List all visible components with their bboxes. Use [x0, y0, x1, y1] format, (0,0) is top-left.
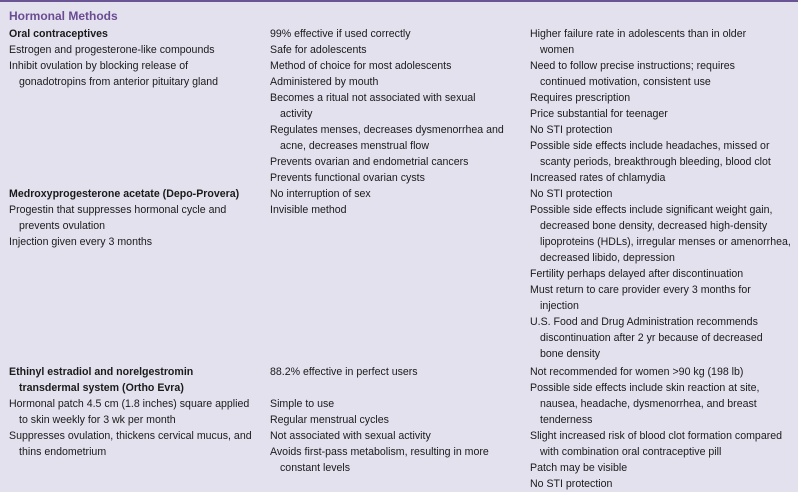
- table-cell-line: to skin weekly for 3 wk per month: [19, 414, 176, 426]
- row-3-advantages: [270, 364, 505, 476]
- table-cell-line: lipoproteins (HDLs), irregular menses or amenorrhea,: [540, 236, 791, 248]
- table-cell-line: Slight increased risk of blood clot formation compared: [530, 430, 783, 442]
- row-3-method-description: [9, 364, 264, 460]
- table-cell-line: No STI protection: [530, 478, 613, 490]
- table-cell-line: Possible side effects include headaches, missed or: [530, 140, 770, 152]
- table-cell-line: Injection given every 3 months: [9, 236, 153, 248]
- table-cell-line: Requires prescription: [530, 92, 631, 104]
- row-2-disadvantages: [530, 186, 795, 362]
- table-cell-line: Higher failure rate in adolescents than in older: [530, 28, 747, 40]
- table-cell-line: continued motivation, consistent use: [540, 76, 711, 88]
- table-cell-line: scanty periods, breakthrough bleeding, blood clot: [540, 156, 771, 168]
- table-cell-line: Method of choice for most adolescents: [270, 60, 452, 72]
- table-cell-line: acne, decreases menstrual flow: [280, 140, 429, 152]
- table-cell-line: Invisible method: [270, 204, 347, 216]
- row-3-disadvantages: [530, 364, 795, 492]
- table-cell-line: women: [540, 44, 575, 56]
- table-cell-line: thins endometrium: [19, 446, 107, 458]
- table-cell-line: Not recommended for women >90 kg (198 lb): [530, 366, 744, 378]
- table-cell-line: nausea, headache, dysmenorrhea, and breast: [540, 398, 757, 410]
- row-1-method-description: [9, 26, 264, 90]
- row-1-advantages: [270, 26, 505, 186]
- table-cell-line: Increased rates of chlamydia: [530, 172, 666, 184]
- table-cell-line: [270, 380, 505, 396]
- table-cell-line: Suppresses ovulation, thickens cervical mucus, and: [9, 430, 252, 442]
- table-cell-line: Not associated with sexual activity: [270, 430, 431, 442]
- table-cell-line: Safe for adolescents: [270, 44, 367, 56]
- row-2-method-description: [9, 186, 264, 250]
- table-cell-line: bone density: [540, 348, 601, 360]
- table-cell-line: Prevents ovarian and endometrial cancers: [270, 156, 469, 168]
- table-cell-line: 99% effective if used correctly: [270, 28, 411, 40]
- table-cell-line: with combination oral contraceptive pill: [540, 446, 722, 458]
- table-cell-line: Becomes a ritual not associated with sexual: [270, 92, 476, 104]
- table-cell-line: Fertility perhaps delayed after discontinuation: [530, 268, 744, 280]
- table-cell-line: Price substantial for teenager: [530, 108, 668, 120]
- table-cell-line: prevents ovulation: [19, 220, 105, 232]
- table-cell-line: gonadotropins from anterior pituitary gland: [19, 76, 219, 88]
- method-name: Medroxyprogesterone acetate (Depo-Provera): [9, 188, 240, 200]
- table-cell-line: Possible side effects include significant weight gain,: [530, 204, 773, 216]
- row-1-disadvantages: [530, 26, 795, 186]
- method-name: Ethinyl estradiol and norelgestromin: [9, 366, 194, 378]
- table-cell-line: No STI protection: [530, 188, 613, 200]
- top-rule: [0, 0, 798, 2]
- table-cell-line: Simple to use: [270, 398, 335, 410]
- method-name: transdermal system (Ortho Evra): [19, 382, 184, 394]
- table-cell-line: Hormonal patch 4.5 cm (1.8 inches) square applied: [9, 398, 250, 410]
- table-cell-line: Need to follow precise instructions; requires: [530, 60, 735, 72]
- table-cell-line: 88.2% effective in perfect users: [270, 366, 418, 378]
- table-cell-line: Must return to care provider every 3 months for: [530, 284, 751, 296]
- table-cell-line: Inhibit ovulation by blocking release of: [9, 60, 189, 72]
- table-cell-line: tenderness: [540, 414, 593, 426]
- table-cell-line: U.S. Food and Drug Administration recommends: [530, 316, 758, 328]
- table-cell-line: Avoids first-pass metabolism, resulting in more: [270, 446, 489, 458]
- table-cell-line: Progestin that suppresses hormonal cycle and: [9, 204, 227, 216]
- table-cell-line: Prevents functional ovarian cysts: [270, 172, 425, 184]
- table-cell-line: Regular menstrual cycles: [270, 414, 389, 426]
- table-cell-line: activity: [280, 108, 313, 120]
- table-cell-line: Possible side effects include skin reaction at site,: [530, 382, 760, 394]
- table-cell-line: Regulates menses, decreases dysmenorrhea and: [270, 124, 504, 136]
- section-title: Hormonal Methods: [9, 9, 118, 23]
- table-cell-line: Administered by mouth: [270, 76, 379, 88]
- table-cell-line: decreased bone density, decreased high-density: [540, 220, 768, 232]
- table-cell-line: No STI protection: [530, 124, 613, 136]
- table-cell-line: No interruption of sex: [270, 188, 371, 200]
- table-cell-line: Patch may be visible: [530, 462, 628, 474]
- method-name: Oral contraceptives: [9, 28, 108, 40]
- table-cell-line: injection: [540, 300, 579, 312]
- table-cell-line: Estrogen and progesterone-like compounds: [9, 44, 215, 56]
- table-cell-line: discontinuation after 2 yr because of decreased: [540, 332, 763, 344]
- table-cell-line: decreased libido, depression: [540, 252, 675, 264]
- row-2-advantages: [270, 186, 505, 218]
- table-cell-line: constant levels: [280, 462, 351, 474]
